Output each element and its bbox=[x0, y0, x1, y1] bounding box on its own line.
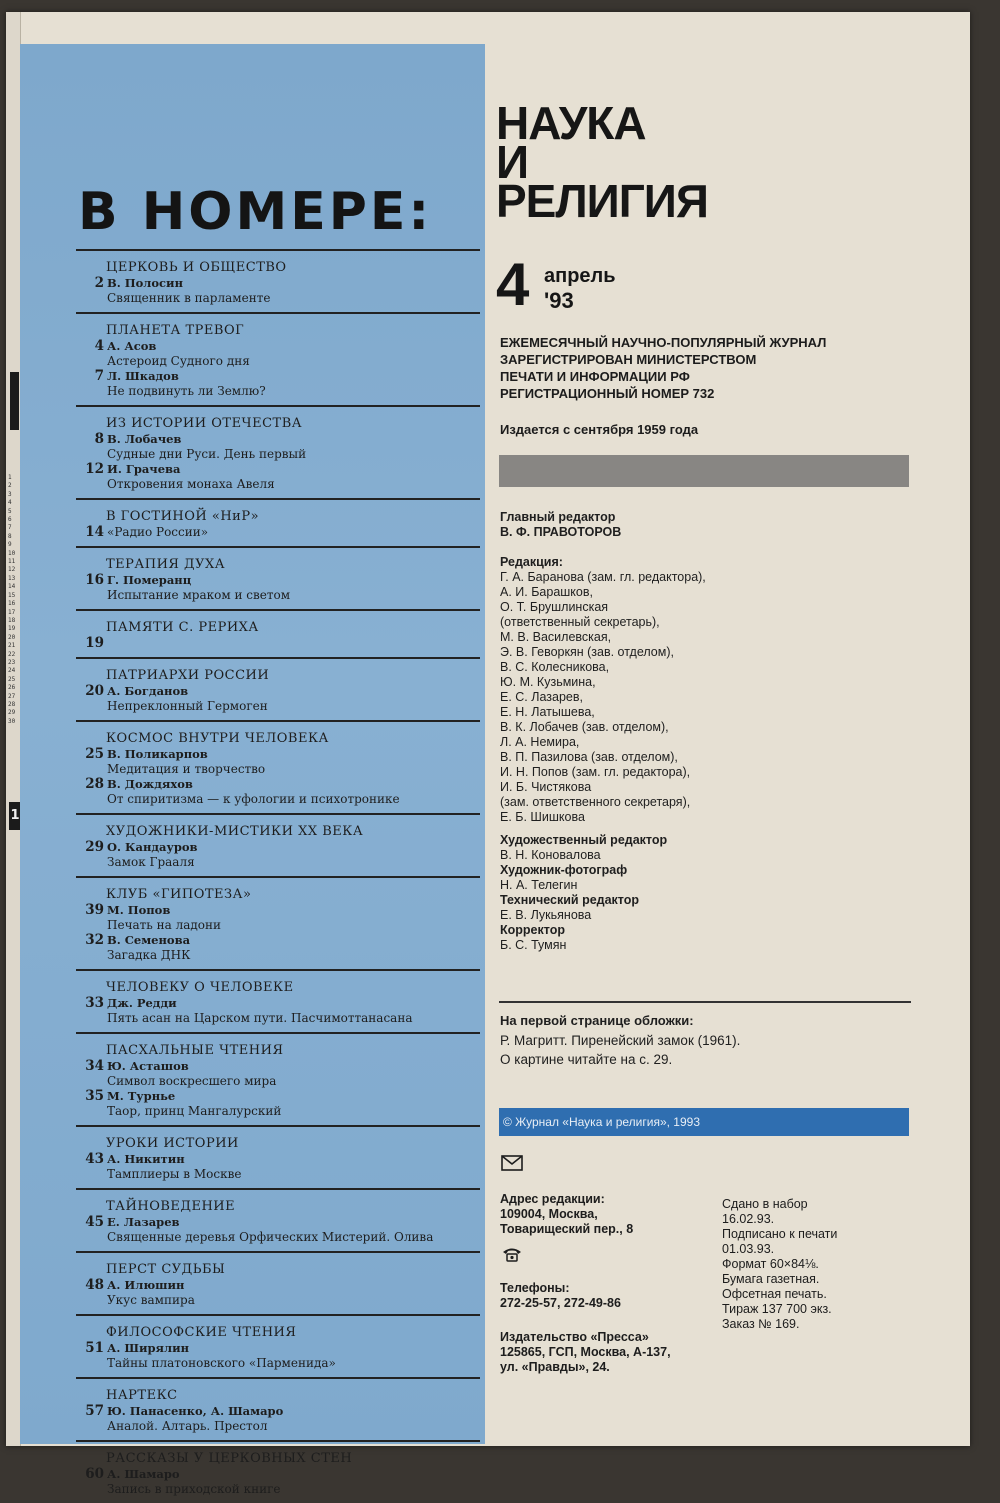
ruler-number: 5 bbox=[8, 507, 12, 515]
ruler-number: 8 bbox=[8, 532, 12, 540]
page-number: 32 bbox=[85, 932, 104, 948]
editorial-member: Ю. М. Кузьмина, bbox=[500, 675, 596, 689]
page-number: 43 bbox=[85, 1151, 104, 1167]
ruler-number: 3 bbox=[8, 490, 12, 498]
entry-body bbox=[107, 636, 480, 651]
imprint-line: Тираж 137 700 экз. bbox=[722, 1302, 832, 1316]
toc-section bbox=[76, 657, 480, 720]
photographer-label: Художник-фотограф bbox=[500, 863, 628, 877]
ruler-number: 15 bbox=[8, 591, 16, 599]
entry-body bbox=[107, 933, 480, 963]
article-title: Непреклонный Гермоген bbox=[107, 699, 268, 713]
article-title: Медитация и творчество bbox=[107, 762, 266, 776]
publisher-line: Издательство «Пресса» bbox=[500, 1330, 649, 1344]
article-author: А. Ширялин bbox=[107, 1341, 190, 1355]
page-number: 57 bbox=[85, 1403, 104, 1419]
editorial-member: (ответственный секретарь), bbox=[500, 615, 660, 629]
toc-section bbox=[76, 498, 480, 546]
section-title: РАССКАЗЫ У ЦЕРКОВНЫХ СТЕН bbox=[106, 1451, 353, 1466]
article-title: Священные деревья Орфических Мистерий. Олива bbox=[107, 1230, 434, 1244]
page-number: 25 bbox=[85, 746, 104, 762]
toc-entry bbox=[78, 276, 480, 306]
imprint-line: Бумага газетная. bbox=[722, 1272, 820, 1286]
ruler-number: 13 bbox=[8, 574, 16, 582]
article-author: А. Асов bbox=[107, 339, 157, 353]
article-title: От спиритизма — к уфологии и психотронике bbox=[107, 792, 400, 806]
editorial-list bbox=[500, 570, 706, 825]
cover-note bbox=[500, 1011, 740, 1069]
art-editor-label: Художественный редактор bbox=[500, 833, 668, 847]
telephones bbox=[500, 1281, 621, 1311]
imprint-line: Формат 60×84⅛. bbox=[722, 1257, 819, 1271]
ruler-number: 26 bbox=[8, 684, 16, 692]
page-number: 35 bbox=[85, 1088, 104, 1104]
section-title: ПАТРИАРХИ РОССИИ bbox=[106, 668, 270, 683]
ruler-number: 7 bbox=[8, 524, 12, 532]
registration-line: ЗАРЕГИСТРИРОВАН МИНИСТЕРСТВОМ bbox=[500, 352, 757, 367]
section-title: ФИЛОСОФСКИЕ ЧТЕНИЯ bbox=[106, 1325, 297, 1340]
toc-entry bbox=[78, 369, 480, 399]
contents-title: В НОМЕРЕ: bbox=[78, 182, 433, 242]
article-author: И. Грачева bbox=[107, 462, 181, 476]
toc-section bbox=[76, 1251, 480, 1314]
article-title: Символ воскресшего мира bbox=[107, 1074, 277, 1088]
article-title: Астероид Судного дня bbox=[107, 354, 250, 368]
toc-section bbox=[76, 312, 480, 405]
entry-body bbox=[107, 1278, 480, 1308]
article-author: В. Дождяхов bbox=[107, 777, 193, 791]
section-divider bbox=[499, 1001, 911, 1003]
ruler-number: 20 bbox=[8, 633, 16, 641]
ruler-number: 16 bbox=[8, 600, 16, 608]
editorial-member: А. И. Барашков, bbox=[500, 585, 593, 599]
toc-section bbox=[76, 1440, 480, 1503]
page-number: 60 bbox=[85, 1466, 104, 1482]
page-number: 2 bbox=[94, 275, 104, 291]
toc-entry bbox=[78, 1215, 480, 1245]
entry-body bbox=[107, 276, 480, 306]
article-author: В. Поликарпов bbox=[107, 747, 208, 761]
article-author: Л. Шкадов bbox=[107, 369, 179, 383]
toc-entry bbox=[78, 903, 480, 933]
publisher-info bbox=[500, 1330, 671, 1375]
toc-entry bbox=[78, 1341, 480, 1371]
editorial-member: В. С. Колесникова, bbox=[500, 660, 610, 674]
toc-section bbox=[76, 249, 480, 312]
ruler-number: 12 bbox=[8, 566, 16, 574]
section-title: ТЕРАПИЯ ДУХА bbox=[106, 557, 226, 572]
toc-entry bbox=[78, 1404, 480, 1434]
editorial-member: И. Б. Чистякова bbox=[500, 780, 592, 794]
section-title: ПАСХАЛЬНЫЕ ЧТЕНИЯ bbox=[106, 1043, 284, 1058]
article-author: В. Семенова bbox=[107, 933, 191, 947]
issue-year: '93 bbox=[544, 288, 574, 313]
toc-section bbox=[76, 546, 480, 609]
editorial-member: М. В. Василевская, bbox=[500, 630, 612, 644]
page-number: 34 bbox=[85, 1058, 104, 1074]
article-title: Тайны платоновского «Парменида» bbox=[107, 1356, 336, 1370]
page-number: 14 bbox=[85, 524, 104, 540]
ruler-number: 30 bbox=[8, 717, 16, 725]
editorial-member: И. Н. Попов (зам. гл. редактора), bbox=[500, 765, 691, 779]
editorial-member: Л. А. Немира, bbox=[500, 735, 580, 749]
ruler-number: 23 bbox=[8, 658, 16, 666]
toc-entry bbox=[78, 573, 480, 603]
editorial-member: В. К. Лобачев (зав. отделом), bbox=[500, 720, 669, 734]
entry-body bbox=[107, 1467, 480, 1497]
corrector-name: Б. С. Тумян bbox=[500, 938, 567, 952]
ruler-number: 28 bbox=[8, 700, 16, 708]
entry-body bbox=[107, 432, 480, 462]
article-author: Г. Померанц bbox=[107, 573, 192, 587]
section-title: ЦЕРКОВЬ И ОБЩЕСТВО bbox=[106, 260, 287, 275]
toc-section bbox=[76, 405, 480, 498]
page-number: 4 bbox=[94, 338, 104, 354]
toc-entry bbox=[78, 1278, 480, 1308]
article-title: Судные дни Руси. День первый bbox=[107, 447, 307, 461]
toc-entry bbox=[78, 840, 480, 870]
toc-entry bbox=[78, 684, 480, 714]
section-title: ПАМЯТИ С. РЕРИХА bbox=[106, 620, 259, 635]
article-title: Пять асан на Царском пути. Пасчимоттанасана bbox=[107, 1011, 413, 1025]
entry-body bbox=[107, 777, 480, 807]
section-title: ЧЕЛОВЕКУ О ЧЕЛОВЕКЕ bbox=[106, 980, 294, 995]
ruler-number: 10 bbox=[8, 549, 16, 557]
editorial-member: (зам. ответственного секретаря), bbox=[500, 795, 691, 809]
ruler-number: 11 bbox=[8, 558, 16, 566]
article-title: Не подвинуть ли Землю? bbox=[107, 384, 266, 398]
article-author: О. Кандауров bbox=[107, 840, 198, 854]
toc-entry bbox=[78, 996, 480, 1026]
entry-body bbox=[107, 1404, 480, 1434]
entry-body bbox=[107, 840, 480, 870]
section-title: КЛУБ «ГИПОТЕЗА» bbox=[106, 887, 252, 902]
article-author: В. Полосин bbox=[107, 276, 183, 290]
toc-section bbox=[76, 1377, 480, 1440]
entry-body bbox=[107, 903, 480, 933]
editorial-label: Редакция: bbox=[500, 555, 563, 569]
photographer-name: Н. А. Телегин bbox=[500, 878, 578, 892]
masthead-line-3: РЕЛИГИЯ bbox=[496, 175, 708, 227]
ruler-number: 29 bbox=[8, 709, 16, 717]
telephone-icon bbox=[501, 1246, 523, 1262]
toc-entry bbox=[78, 462, 480, 492]
imprint-line: Офсетная печать. bbox=[722, 1287, 827, 1301]
toc-entry bbox=[78, 747, 480, 777]
article-title: Тамплиеры в Москве bbox=[107, 1167, 242, 1181]
grey-divider-bar bbox=[499, 455, 909, 487]
article-title: Загадка ДНК bbox=[107, 948, 191, 962]
envelope-icon bbox=[501, 1155, 523, 1171]
imprint-line: Подписано к печати bbox=[722, 1227, 838, 1241]
toc-entry bbox=[78, 1467, 480, 1497]
corrector-label: Корректор bbox=[500, 923, 565, 937]
entry-body bbox=[107, 462, 480, 492]
entry-body bbox=[107, 747, 480, 777]
editorial-member: В. П. Пазилова (зав. отделом), bbox=[500, 750, 678, 764]
article-title: Таор, принц Мангалурский bbox=[107, 1104, 282, 1118]
entry-body bbox=[107, 369, 480, 399]
toc-section bbox=[76, 813, 480, 876]
ruler-number: 1 bbox=[8, 474, 12, 481]
table-of-contents bbox=[76, 249, 480, 1503]
ruler-number: 19 bbox=[8, 625, 16, 633]
toc-section bbox=[76, 1032, 480, 1125]
section-title: ИЗ ИСТОРИИ ОТЕЧЕСТВА bbox=[106, 416, 303, 431]
registration-line: ЕЖЕМЕСЯЧНЫЙ НАУЧНО-ПОПУЛЯРНЫЙ ЖУРНАЛ bbox=[500, 335, 827, 350]
toc-section bbox=[76, 720, 480, 813]
editorial-member: Е. Б. Шишкова bbox=[500, 810, 585, 824]
page-number: 16 bbox=[85, 572, 104, 588]
ruler-number: 6 bbox=[8, 516, 12, 524]
article-author: Ю. Панасенко, А. Шамаро bbox=[107, 1404, 284, 1418]
article-author: В. Лобачев bbox=[107, 432, 182, 446]
toc-section bbox=[76, 1125, 480, 1188]
toc-section bbox=[76, 609, 480, 657]
address-label: Адрес редакции: bbox=[500, 1192, 605, 1206]
article-title: Печать на ладони bbox=[107, 918, 221, 932]
page-number: 19 bbox=[85, 635, 104, 651]
page-number: 8 bbox=[94, 431, 104, 447]
cover-heading: На первой странице обложки: bbox=[500, 1013, 694, 1028]
imprint-line: Сдано в набор bbox=[722, 1197, 808, 1211]
ruler-number: 4 bbox=[8, 499, 12, 507]
editorial-member: Е. С. Лазарев, bbox=[500, 690, 583, 704]
entry-body bbox=[107, 996, 480, 1026]
published-since: Издается с сентября 1959 года bbox=[500, 422, 699, 437]
page-number: 39 bbox=[85, 902, 104, 918]
page-number: 45 bbox=[85, 1214, 104, 1230]
ruler-number: 25 bbox=[8, 675, 16, 683]
cover-line: Р. Магритт. Пиренейский замок (1961). bbox=[500, 1033, 741, 1048]
ruler-number: 24 bbox=[8, 667, 16, 675]
article-author: Дж. Редди bbox=[107, 996, 177, 1010]
toc-entry bbox=[78, 777, 480, 807]
imprint-line: Заказ № 169. bbox=[722, 1317, 800, 1331]
issue-month: апрель bbox=[544, 265, 616, 287]
page-number: 12 bbox=[85, 461, 104, 477]
editorial-address bbox=[500, 1192, 633, 1237]
magazine-page bbox=[6, 12, 970, 1496]
address-line: Товарищеский пер., 8 bbox=[500, 1222, 634, 1236]
article-title: Испытание мраком и светом bbox=[107, 588, 291, 602]
section-title: ПЛАНЕТА ТРЕВОГ bbox=[106, 323, 245, 338]
ruler-number: 2 bbox=[8, 482, 12, 490]
section-title: ПЕРСТ СУДЬБЫ bbox=[106, 1262, 226, 1277]
section-title: УРОКИ ИСТОРИИ bbox=[106, 1136, 239, 1151]
section-title: НАРТЕКС bbox=[106, 1388, 178, 1403]
cover-line: О картине читайте на с. 29. bbox=[500, 1052, 673, 1067]
magazine-masthead bbox=[496, 97, 708, 227]
section-title: ХУДОЖНИКИ-МИСТИКИ XX ВЕКА bbox=[106, 824, 364, 839]
entry-body bbox=[107, 525, 480, 540]
toc-section bbox=[76, 969, 480, 1032]
article-author: Е. Лазарев bbox=[107, 1215, 180, 1229]
editorial-member: О. Т. Брушлинская bbox=[500, 600, 609, 614]
registration-line: РЕГИСТРАЦИОННЫЙ НОМЕР 732 bbox=[500, 386, 715, 401]
entry-body bbox=[107, 1152, 480, 1182]
copyright-bar: © Журнал «Наука и религия», 1993 bbox=[499, 1108, 909, 1136]
page-binding-edge bbox=[6, 12, 21, 1446]
article-title: Откровения монаха Авеля bbox=[107, 477, 275, 491]
ruler-number: 27 bbox=[8, 692, 16, 700]
toc-section bbox=[76, 1188, 480, 1251]
article-title: Замок Грааля bbox=[107, 855, 195, 869]
editorial-staff bbox=[500, 510, 706, 953]
ruler-number: 14 bbox=[8, 583, 16, 591]
chief-editor-label: Главный редактор bbox=[500, 510, 616, 524]
page-number: 28 bbox=[85, 776, 104, 792]
ruler-number: 18 bbox=[8, 616, 16, 624]
entry-body bbox=[107, 339, 480, 369]
tech-editor-label: Технический редактор bbox=[500, 893, 640, 907]
article-title: Аналой. Алтарь. Престол bbox=[107, 1419, 268, 1433]
publisher-line: ул. «Правды», 24. bbox=[500, 1360, 610, 1374]
toc-entry bbox=[78, 1059, 480, 1089]
section-title: В ГОСТИНОЙ «НиР» bbox=[106, 509, 260, 524]
masthead-line-1: НАУКА bbox=[496, 97, 646, 149]
ruler-number: 22 bbox=[8, 650, 16, 658]
page-number: 20 bbox=[85, 683, 104, 699]
registration-info bbox=[500, 334, 826, 402]
edge-marker-bar bbox=[10, 372, 19, 430]
address-line: 109004, Москва, bbox=[500, 1207, 598, 1221]
issue-number: 4 bbox=[496, 251, 530, 318]
page-edge-tab: 1 bbox=[9, 802, 21, 830]
ruler-number: 17 bbox=[8, 608, 16, 616]
toc-section bbox=[76, 876, 480, 969]
page-number: 7 bbox=[94, 368, 104, 384]
section-title: ТАЙНОВЕДЕНИЕ bbox=[106, 1199, 236, 1214]
article-author: А. Илюшин bbox=[107, 1278, 185, 1292]
article-title: Укус вампира bbox=[107, 1293, 195, 1307]
masthead-line-2: И bbox=[496, 136, 529, 188]
article-title: Запись в приходской книге bbox=[107, 1482, 281, 1496]
editorial-member: Г. А. Баранова (зам. гл. редактора), bbox=[500, 570, 706, 584]
editorial-member: Э. В. Геворкян (зав. отделом), bbox=[500, 645, 674, 659]
imprint-line: 01.03.93. bbox=[722, 1242, 775, 1256]
editorial-member: Е. Н. Латышева, bbox=[500, 705, 595, 719]
chief-editor-name: В. Ф. ПРАВОТОРОВ bbox=[500, 525, 622, 539]
toc-entry bbox=[78, 1152, 480, 1182]
tech-editor-name: Е. В. Лукьянова bbox=[500, 908, 592, 922]
print-imprint bbox=[722, 1197, 837, 1332]
entry-body bbox=[107, 1059, 480, 1089]
page-number: 48 bbox=[85, 1277, 104, 1293]
page-number: 33 bbox=[85, 995, 104, 1011]
ruler-number: 9 bbox=[8, 541, 12, 549]
toc-entry bbox=[78, 525, 480, 540]
imprint-line: 16.02.93. bbox=[722, 1212, 775, 1226]
registration-line: ПЕЧАТИ И ИНФОРМАЦИИ РФ bbox=[500, 369, 690, 384]
article-author: М. Попов bbox=[107, 903, 171, 917]
toc-entry bbox=[78, 432, 480, 462]
article-author: М. Турнье bbox=[107, 1089, 176, 1103]
article-title: Священник в парламенте bbox=[107, 291, 271, 305]
page-number: 29 bbox=[85, 839, 104, 855]
entry-body bbox=[107, 1215, 480, 1245]
art-editor-name: В. Н. Коновалова bbox=[500, 848, 601, 862]
article-author: Ю. Асташов bbox=[107, 1059, 189, 1073]
article-author: А. Богданов bbox=[107, 684, 189, 698]
article-author: А. Никитин bbox=[107, 1152, 185, 1166]
article-author: А. Шамаро bbox=[107, 1467, 180, 1481]
toc-entry bbox=[78, 339, 480, 369]
entry-body bbox=[107, 684, 480, 714]
toc-section bbox=[76, 1314, 480, 1377]
article-title: «Радио России» bbox=[107, 525, 209, 539]
toc-entry bbox=[78, 1089, 480, 1119]
ruler-number: 21 bbox=[8, 642, 16, 650]
page-number: 51 bbox=[85, 1340, 104, 1356]
entry-body bbox=[107, 1341, 480, 1371]
entry-body bbox=[107, 1089, 480, 1119]
toc-entry bbox=[78, 636, 480, 651]
phones-label: Телефоны: bbox=[500, 1281, 570, 1295]
entry-body bbox=[107, 573, 480, 603]
toc-entry bbox=[78, 933, 480, 963]
phones-value: 272-25-57, 272-49-86 bbox=[500, 1296, 621, 1310]
publisher-line: 125865, ГСП, Москва, А-137, bbox=[500, 1345, 671, 1359]
section-title: КОСМОС ВНУТРИ ЧЕЛОВЕКА bbox=[106, 731, 329, 746]
